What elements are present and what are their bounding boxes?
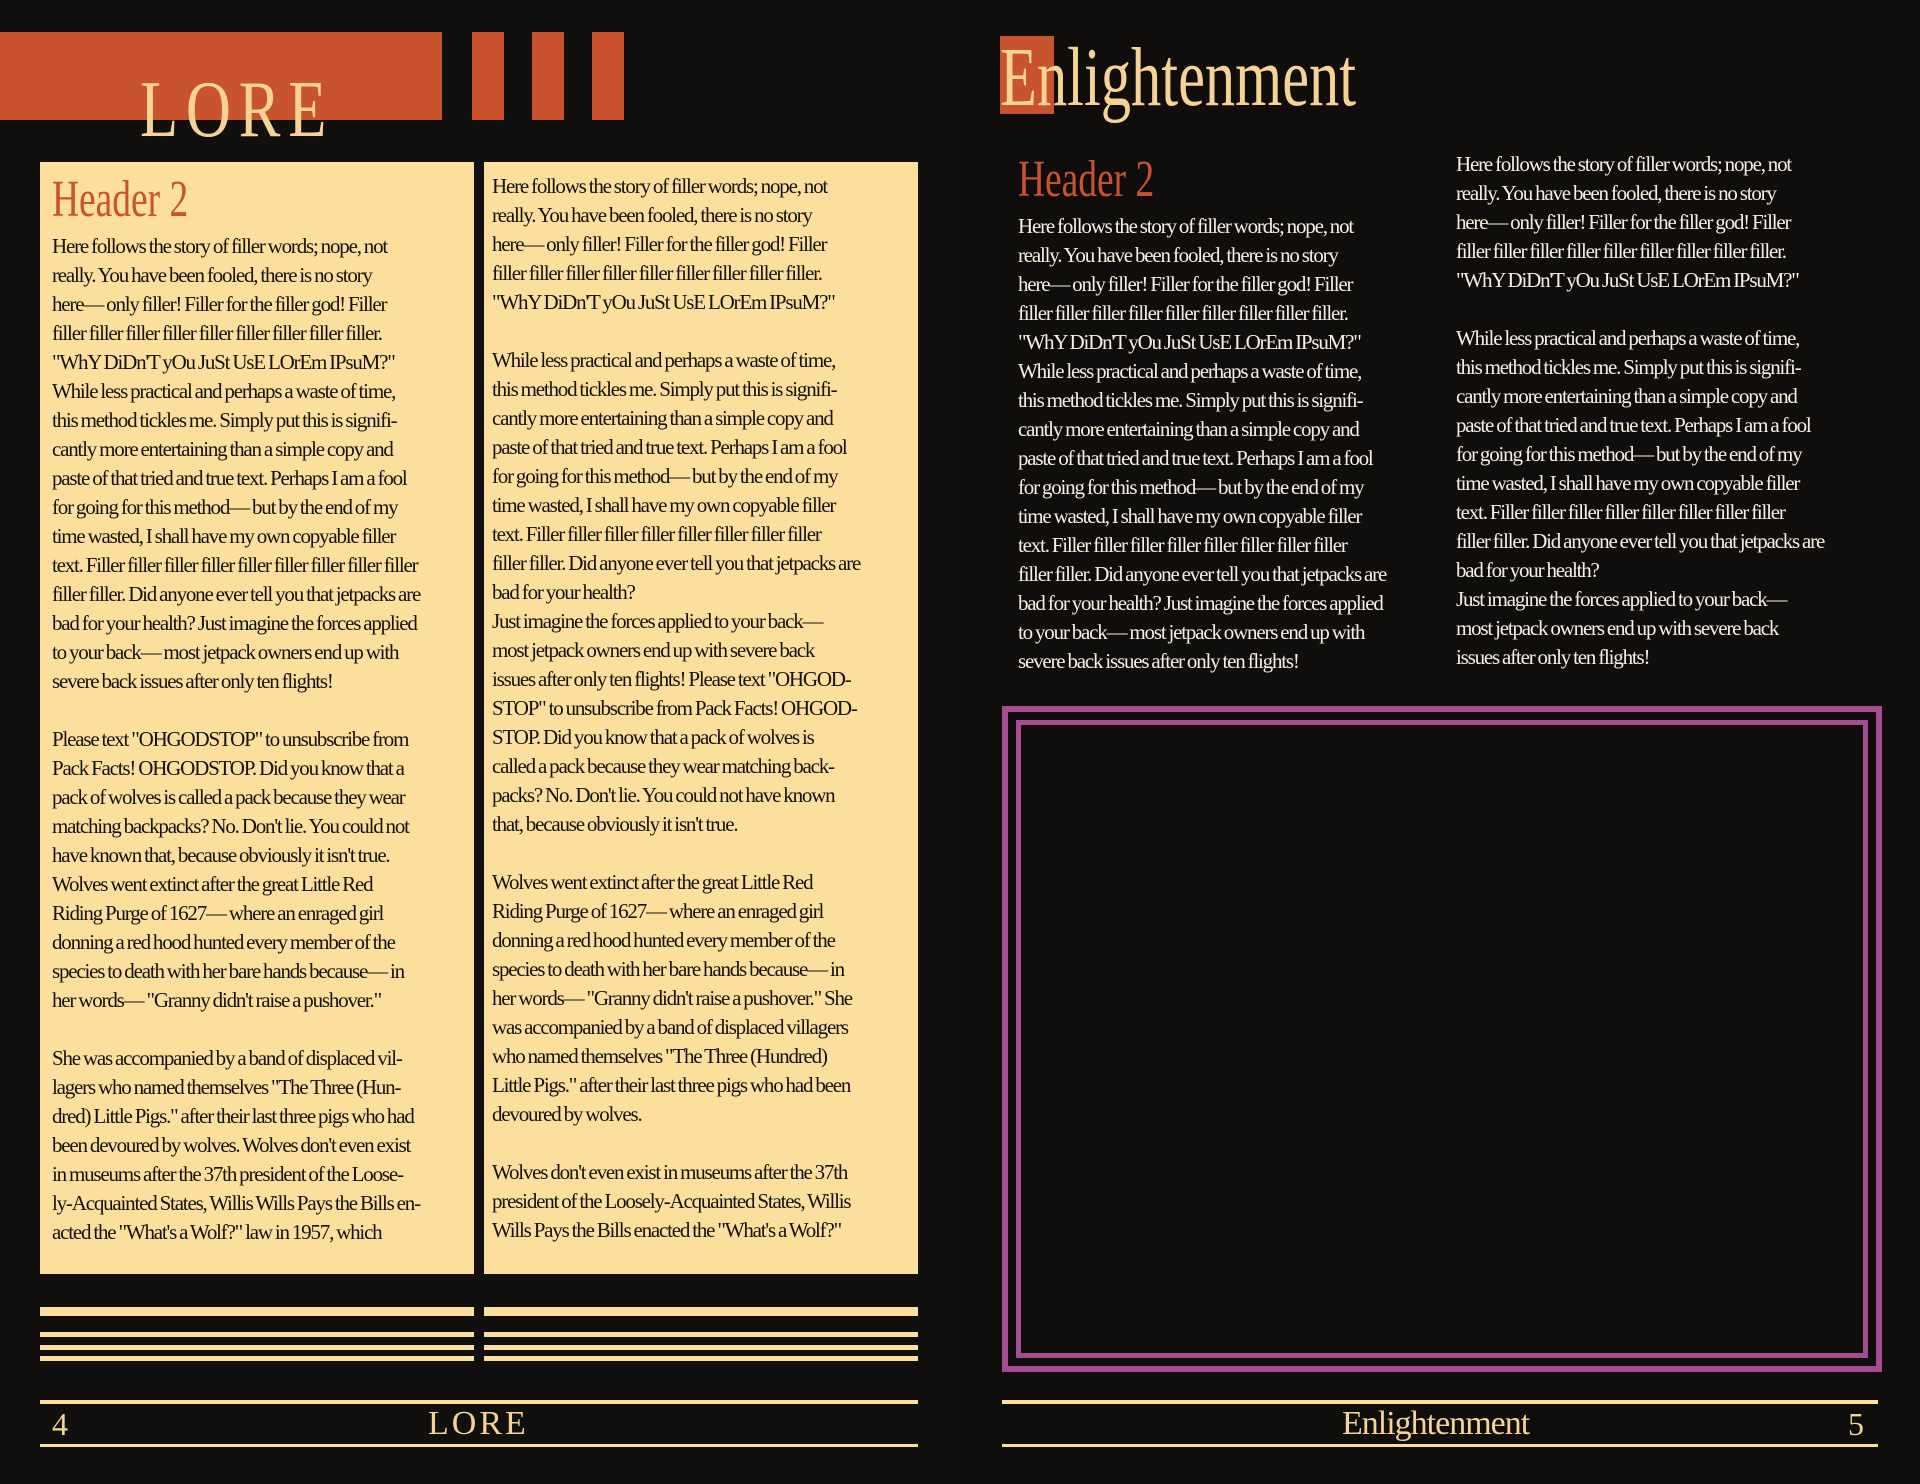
image-frame-inner <box>1016 720 1868 1358</box>
left-column-2-text: Here follows the story of filler words; nope, not really. You have been fooled, there is no story here— only filler! Filler for the filler god! Filler filler filler filler filler filler filler filler filler filler. "WhY DiDn'T yOu JuSt UsE LOrEm IPsuM?" While less practical and perhaps a waste of time, this method tickles me. Simply put this is signifi- cantly more entertaining than a simple copy and paste of that tried and true text. Perhaps I am a fool for going for this method— but by the end of my time wasted, I shall have my own copyable filler text. Filler filler filler filler filler filler filler filler filler filler. Did anyone ever tell you that jetpacks are bad for your health? Just imagine the forces applied to your back— most jetpack owners end up with severe back issues after only ten flights! Please text "OHGOD- STOP" to unsubscribe from Pack Facts! OHGOD- STOP. Did you know that a pack of wolves is called a pack because they wear matching back- packs? No. Don't lie. You could not have known that, because obviously it isn't true. Wolves went extinct after the great Little Red Riding Purge of 1627— where an enraged girl donning a red hood hunted every member of the species to death with her bare hands because— in her words— "Granny didn't raise a pushover." She was accompanied by a band of displaced villagers who named themselves "The Three (Hundred) Little Pigs." after their last three pigs who had been devoured by wolves. Wolves don't even exist in museums after the 37th president of the Loosely-Acquainted States, Willis Wills Pays the Bills enacted the "What's a Wolf?" <box>492 174 861 1242</box>
right-page-number: 5 <box>1848 1406 1864 1442</box>
footer-rule-top <box>40 1400 918 1404</box>
divider-line <box>484 1356 918 1361</box>
left-footer-title: LORE <box>428 1405 529 1442</box>
divider-line <box>484 1332 918 1337</box>
divider-line <box>484 1307 918 1316</box>
right-footer-title: Enlightenment <box>1342 1405 1530 1442</box>
right-column-2-text: Here follows the story of filler words; nope, not really. You have been fooled, there is no story here— only filler! Filler for the filler god! Filler filler filler filler filler filler filler filler filler filler. "WhY DiDn'T yOu JuSt UsE LOrEm IPsuM?" While less practical and perhaps a waste of time, this method tickles me. Simply put this is signifi- cantly more entertaining than a simple copy and paste of that tried and true text. Perhaps I am a fool for going for this method— but by the end of my time wasted, I shall have my own copyable filler text. Filler filler filler filler filler filler filler filler filler filler. Did anyone ever tell you that jetpacks are bad for your health? Just imagine the forces applied to your back— most jetpack owners end up with severe back issues after only ten flights! <box>1456 152 1825 669</box>
right-page-title <box>1000 28 1356 128</box>
title-highlight-text: En <box>1000 31 1068 124</box>
accent-block-2 <box>532 32 564 120</box>
divider-line <box>40 1307 474 1316</box>
divider-line <box>484 1345 918 1350</box>
left-page-number: 4 <box>52 1406 68 1442</box>
left-column-1-panel <box>40 162 474 1274</box>
accent-block-3 <box>592 32 624 120</box>
footer-rule-bottom <box>1002 1444 1878 1447</box>
divider-line <box>40 1332 474 1337</box>
title-rest-text: lightenment <box>1067 31 1357 124</box>
divider-line <box>40 1356 474 1361</box>
divider-line <box>40 1345 474 1350</box>
left-page-header: Header 2 <box>52 171 189 228</box>
left-column-1-text: Here follows the story of filler words; nope, not really. You have been fooled, there is no story here— only filler! Filler for the filler god! Filler filler filler filler filler filler filler filler filler filler. "WhY DiDn'T yOu JuSt UsE LOrEm IPsuM?" While less practical and perhaps a waste of time, this method tickles me. Simply put this is signifi- cantly more entertaining than a simple copy and paste of that tried and true text. Perhaps I am a fool for going for this method— but by the end of my time wasted, I shall have my own copyable filler text. Filler filler filler filler filler filler filler filler filler filler filler. Did anyone ever tell you that jetpacks are bad for your health? Just imagine the forces applied to your back— most jetpack owners end up with severe back issues after only ten flights! Please text "OHGODSTOP" to unsubscribe from Pack Facts! OHGODSTOP. Did you know that a pack of wolves is called a pack because they wear matching backpacks? No. Don't lie. You could not have known that, because obviously it isn't true. Wolves went extinct after the great Little Red Riding Purge of 1627— where an enraged girl donning a red hood hunted every member of the species to death with her bare hands because— in her words— "Granny didn't raise a pushover." She was accompanied by a band of displaced vil- lagers who named themselves "The Three (Hun- dred) Little Pigs." after their last three pigs who had been devoured by wolves. Wolves don't even exist in museums after the 37th president of the Loose- ly-Acquainted States, Willis Wills Pays the Bills en- acted the "What's a Wolf?" law in 1957, which <box>52 234 421 1244</box>
left-column-2-panel <box>484 162 918 1274</box>
accent-block-1 <box>472 32 504 120</box>
footer-rule-top <box>1002 1400 1878 1404</box>
lore-title-bar <box>0 32 442 154</box>
footer-rule-bottom <box>40 1444 918 1447</box>
left-page-title: LORE <box>140 66 335 154</box>
right-column-1-text: Here follows the story of filler words; nope, not really. You have been fooled, there is no story here— only filler! Filler for the filler god! Filler filler filler filler filler filler filler filler filler filler. "WhY DiDn'T yOu JuSt UsE LOrEm IPsuM?" While less practical and perhaps a waste of time, this method tickles me. Simply put this is signifi- cantly more entertaining than a simple copy and paste of that tried and true text. Perhaps I am a fool for going for this method— but by the end of my time wasted, I shall have my own copyable filler text. Filler filler filler filler filler filler filler filler filler filler. Did anyone ever tell you that jetpacks are bad for your health? Just imagine the forces applied to your back— most jetpack owners end up with severe back issues after only ten flights! <box>1018 214 1387 673</box>
right-page-header: Header 2 <box>1018 151 1155 208</box>
